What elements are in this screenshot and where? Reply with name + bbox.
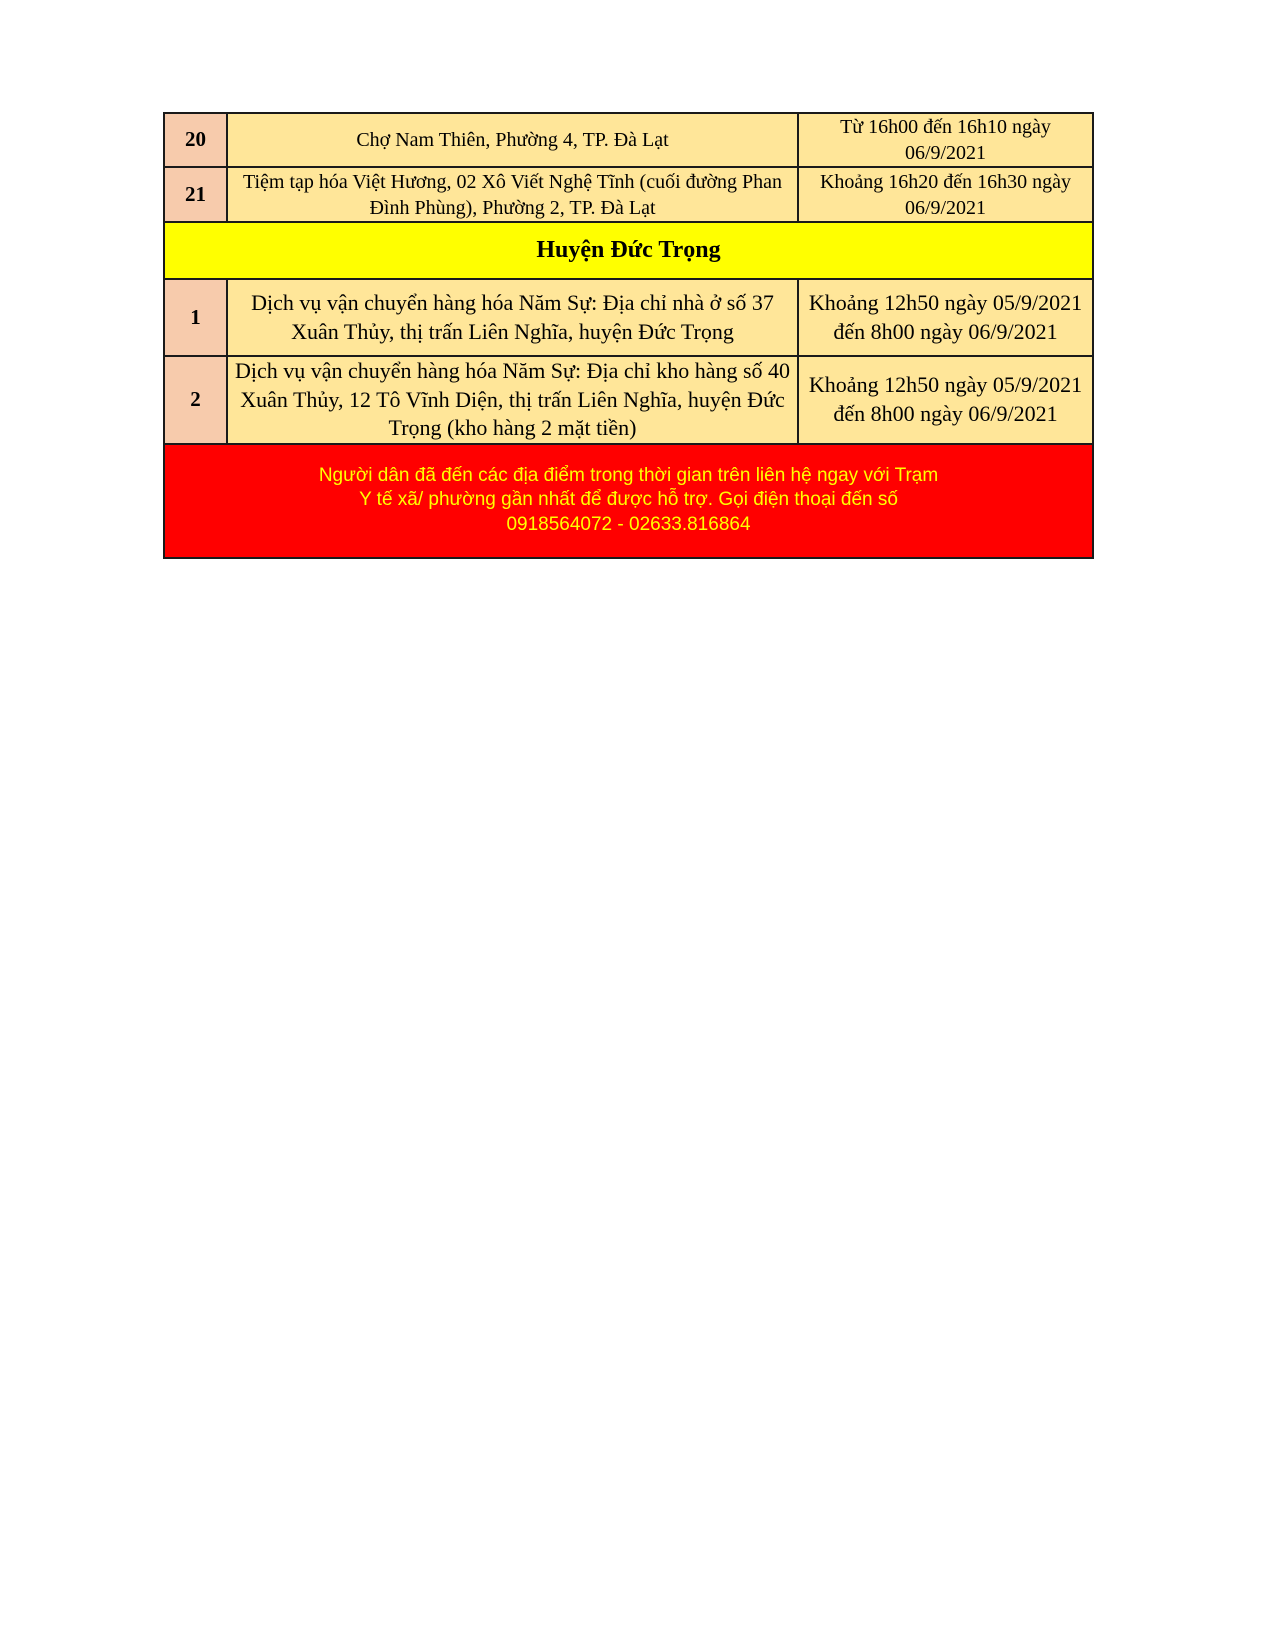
notice-row xyxy=(164,444,1093,558)
exposure-locations-table xyxy=(163,112,1094,559)
table-row xyxy=(164,279,1093,356)
row-number: 2 xyxy=(164,356,227,444)
table-row xyxy=(164,167,1093,222)
section-title: Huyện Đức Trọng xyxy=(164,222,1093,279)
table-row xyxy=(164,356,1093,444)
location-cell: Chợ Nam Thiên, Phường 4, TP. Đà Lạt xyxy=(227,113,798,167)
row-number: 1 xyxy=(164,279,227,356)
section-header-row xyxy=(164,222,1093,279)
location-cell: Dịch vụ vận chuyển hàng hóa Năm Sự: Địa chỉ kho hàng số 40 Xuân Thủy, 12 Tô Vĩnh Diện, thị trấn Liên Nghĩa, huyện Đức Trọng (kho hàng 2 mặt tiền) xyxy=(227,356,798,444)
row-number: 21 xyxy=(164,167,227,222)
location-cell: Tiệm tạp hóa Việt Hương, 02 Xô Viết Nghệ Tĩnh (cuối đường Phan Đình Phùng), Phường 2, TP. Đà Lạt xyxy=(227,167,798,222)
time-cell: Từ 16h00 đến 16h10 ngày 06/9/2021 xyxy=(798,113,1093,167)
time-cell: Khoảng 16h20 đến 16h30 ngày 06/9/2021 xyxy=(798,167,1093,222)
time-cell: Khoảng 12h50 ngày 05/9/2021 đến 8h00 ngày 06/9/2021 xyxy=(798,356,1093,444)
table-row xyxy=(164,113,1093,167)
row-number: 20 xyxy=(164,113,227,167)
time-cell: Khoảng 12h50 ngày 05/9/2021 đến 8h00 ngày 06/9/2021 xyxy=(798,279,1093,356)
contact-notice: Người dân đã đến các địa điểm trong thời gian trên liên hệ ngay với Trạm Y tế xã/ phường gần nhất để được hỗ trợ. Gọi điện thoại đến số 0918564072 - 02633.816864 xyxy=(164,444,1093,558)
location-cell: Dịch vụ vận chuyển hàng hóa Năm Sự: Địa chỉ nhà ở số 37 Xuân Thủy, thị trấn Liên Nghĩa, huyện Đức Trọng xyxy=(227,279,798,356)
